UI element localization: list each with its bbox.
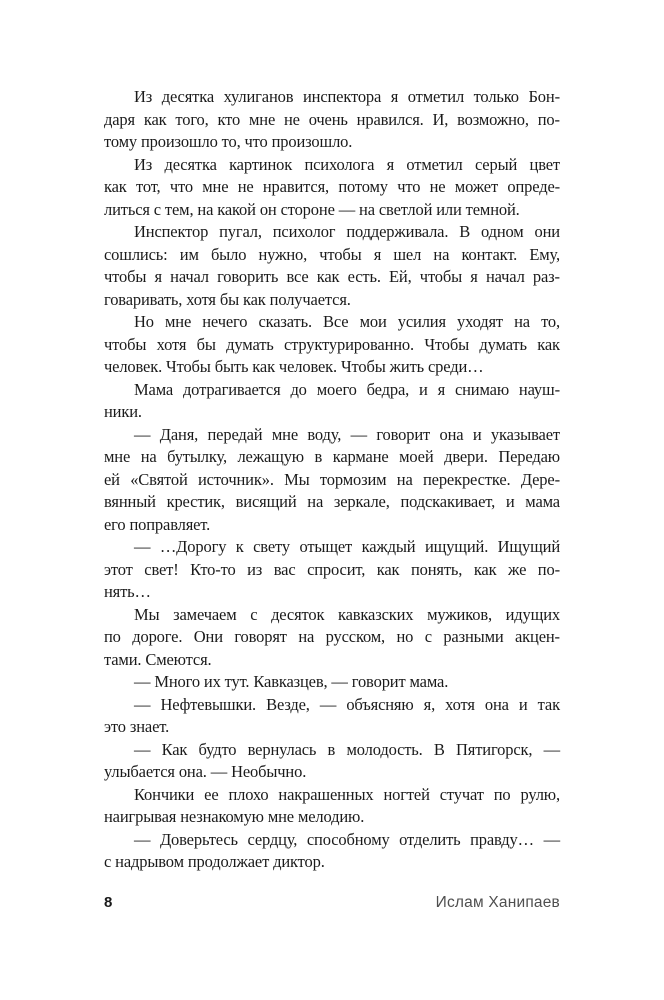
page-number: 8	[104, 894, 113, 911]
text-line: тами. Смеются.	[104, 649, 212, 669]
paragraph	[104, 694, 560, 739]
paragraph	[104, 221, 560, 311]
paragraph	[104, 536, 560, 604]
text-line: сошлись: им было нужно, чтобы я шел на контакт. Ему,	[104, 244, 560, 264]
text-line: ей «Святой источник». Мы тормозим на перекрестке. Дере-	[104, 469, 560, 489]
text-line: с надрывом продолжает диктор.	[104, 852, 325, 871]
text-line: это знает.	[104, 717, 170, 736]
text-line: чтобы хотя бы думать структурированно. Чтобы думать как	[104, 334, 560, 354]
text-line: Инспектор пугал, психолог поддерживала. В одном они	[134, 222, 560, 241]
text-line: Из десятка хулиганов инспектора я отметил только Бон-	[134, 87, 560, 106]
paragraph	[104, 671, 560, 694]
text-line: Из десятка картинок психолога я отметил серый цвет	[134, 154, 560, 174]
text-line: чтобы я начал говорить все как есть. Ей, чтобы я начал раз-	[104, 267, 560, 286]
text-line: нять…	[104, 582, 151, 601]
text-line: Кончики ее плохо накрашенных ногтей стучат по рулю,	[134, 784, 560, 804]
paragraph	[104, 784, 560, 829]
text-line: ники.	[104, 402, 142, 421]
paragraph	[104, 379, 560, 424]
text-line: даря как того, кто мне не очень нравился. И, возможно, по-	[104, 109, 560, 129]
footer-author-name: Ислам Ханипаев	[435, 894, 560, 911]
text-line: человек. Чтобы быть как человек. Чтобы жить среди…	[104, 357, 484, 376]
page-body	[104, 86, 560, 874]
page-footer	[104, 894, 560, 914]
paragraph	[104, 604, 560, 672]
text-line: мне на бутылку, лежащую в кармане моей двери. Передаю	[104, 447, 560, 466]
text-line: тому произошло то, что произошло.	[104, 132, 353, 151]
paragraph	[104, 86, 560, 154]
text-line: улыбается она. — Необычно.	[104, 762, 307, 781]
text-line: вянный крестик, висящий на зеркале, подскакивает, и мама	[104, 492, 560, 511]
text-line: по дороге. Они говорят на русском, но с разными акцен-	[104, 627, 560, 646]
paragraph	[104, 739, 560, 784]
paragraph	[104, 829, 560, 874]
text-line: его поправляет.	[104, 514, 211, 534]
text-line: Мы замечаем с десяток кавказских мужиков, идущих	[134, 604, 560, 624]
text-line: говаривать, хотя бы как получается.	[104, 289, 351, 309]
paragraph	[104, 154, 560, 222]
text-line: — Много их тут. Кавказцев, — говорит мама.	[134, 672, 449, 691]
text-line: — Как будто вернулась в молодость. В Пятигорск, —	[134, 739, 560, 759]
paragraph	[104, 424, 560, 537]
text-line: наигрывая незнакомую мне мелодию.	[104, 807, 365, 826]
text-line: литься с тем, на какой он стороне — на светлой или темной.	[104, 199, 520, 219]
paragraph	[104, 311, 560, 379]
text-line: Мама дотрагивается до моего бедра, и я снимаю науш-	[134, 379, 560, 399]
text-line: как тот, что мне не нравится, потому что не может опреде-	[104, 177, 560, 196]
text-line: — …Дорогу к свету отыщет каждый ищущий. Ищущий	[134, 537, 560, 556]
text-line: этот свет! Кто-то из вас спросит, как понять, как же по-	[104, 559, 560, 579]
text-line: — Доверьтесь сердцу, способному отделить правду… —	[134, 829, 560, 849]
text-line: — Даня, передай мне воду, — говорит она и указывает	[134, 424, 560, 444]
text-line: — Нефтевышки. Везде, — объясняю я, хотя она и так	[134, 694, 560, 714]
text-line: Но мне нечего сказать. Все мои усилия уходят на то,	[134, 312, 560, 331]
